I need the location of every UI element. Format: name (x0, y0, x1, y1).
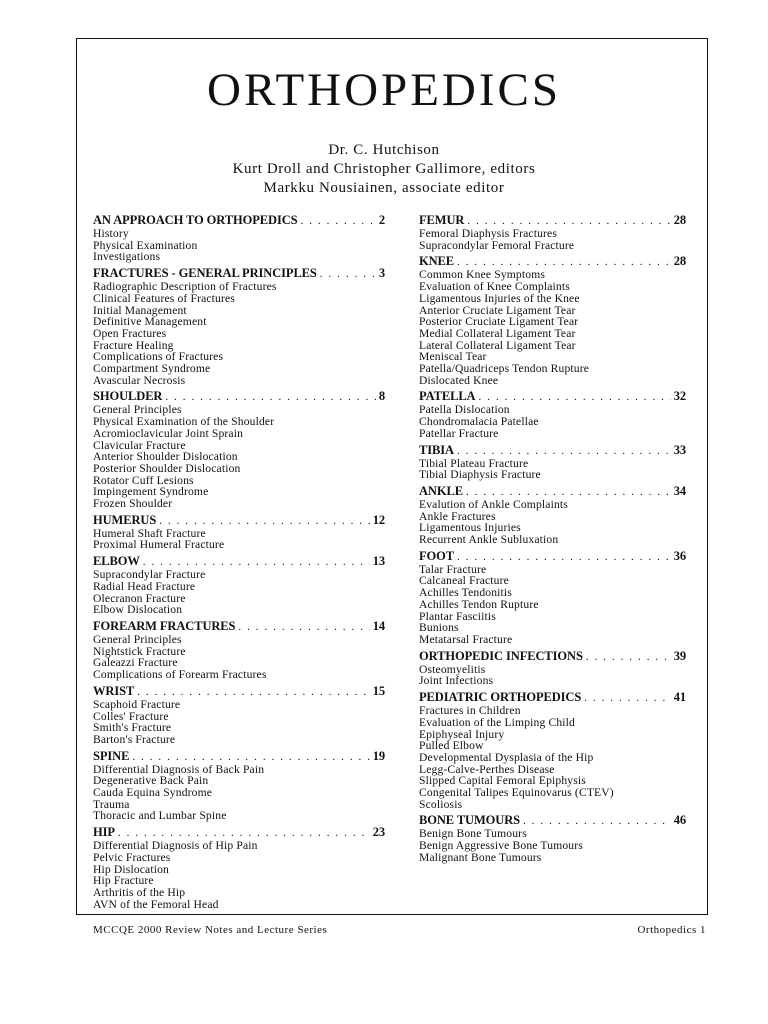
section-page-number: 23 (372, 825, 385, 840)
toc-section-heading (93, 750, 385, 764)
section-title: ORTHOPEDIC INFECTIONS (419, 648, 583, 663)
toc-section-heading (93, 685, 385, 699)
associate-editor-line: Markku Nousiainen, associate editor (263, 180, 505, 196)
toc-subtopic: Nightstick Fracture (93, 644, 186, 658)
toc-subtopic: Proximal Humeral Fracture (93, 538, 225, 552)
section-page-number: 14 (372, 618, 385, 633)
section-page-number: 28 (673, 213, 686, 227)
toc-subtopic: Smith's Fracture (93, 721, 172, 735)
toc-section-heading (419, 214, 686, 228)
toc-section-heading (93, 826, 385, 840)
toc-section-heading (93, 214, 385, 228)
toc-subtopic: Evalution of Ankle Complaints (419, 497, 568, 511)
toc-subtopic: Evaluation of Knee Complaints (419, 280, 570, 294)
toc-subtopic: Humeral Shaft Fracture (93, 526, 206, 540)
toc-section-heading (93, 620, 385, 634)
toc-subtopic: Elbow Dislocation (93, 603, 183, 617)
toc-subtopic: Plantar Fasciitis (419, 609, 496, 623)
toc-section-heading (419, 485, 686, 499)
toc-subtopic: Patella/Quadriceps Tendon Rupture (419, 362, 590, 376)
toc-subtopic: Bunions (419, 621, 459, 635)
toc-section-heading (419, 691, 686, 705)
dot-leader (320, 268, 376, 281)
toc-section (419, 255, 686, 386)
section-title: HIP (93, 825, 115, 840)
toc-subtopic: Talar Fracture (419, 562, 487, 576)
section-page-number: 19 (372, 748, 385, 763)
toc-subtopic: Evaluation of the Limping Child (419, 715, 575, 729)
toc-section (93, 555, 385, 616)
toc-section (93, 620, 385, 681)
toc-subtopic: Epiphyseal Injury (419, 727, 505, 741)
toc-subtopic: Complications of Forearm Fractures (93, 668, 267, 682)
section-title: PATELLA (419, 389, 476, 404)
toc-subtopic: Olecranon Fracture (93, 591, 186, 605)
toc-subtopic: Legg-Calve-Perthes Disease (419, 762, 555, 776)
toc-subtopic: History (93, 227, 129, 240)
toc-subtopic: Fractures in Children (419, 704, 521, 718)
dot-leader (238, 621, 369, 634)
toc-subtopic: Thoracic and Lumbar Spine (93, 809, 227, 823)
toc-section (419, 814, 686, 863)
toc-section (93, 514, 385, 551)
toc-subtopic: Barton's Fracture (93, 732, 176, 746)
toc-subtopic: Initial Management (93, 303, 187, 317)
toc-subtopic: Tibial Diaphysis Fracture (419, 468, 541, 482)
toc-section (93, 267, 385, 386)
toc-subtopic: Meniscal Tear (419, 350, 487, 364)
dot-leader (584, 692, 671, 705)
toc-subtopic: Ankle Fractures (419, 509, 496, 523)
toc-subtopic: Recurrent Ankle Subluxation (419, 533, 559, 547)
toc-subtopic: Colles' Fracture (93, 709, 169, 723)
toc-subtopic: Benign Aggressive Bone Tumours (419, 839, 583, 853)
toc-section (419, 390, 686, 439)
toc-subtopic: Complications of Fractures (93, 350, 224, 364)
dot-leader (132, 751, 369, 764)
toc-subtopic: Avascular Necrosis (93, 373, 186, 387)
section-page-number: 8 (378, 389, 385, 404)
toc-subtopic: Hip Fracture (93, 874, 154, 888)
toc-section (93, 214, 385, 263)
toc-subtopic: Acromioclavicular Joint Sprain (93, 426, 244, 440)
footer-series: MCCQE 2000 Review Notes and Lecture Series (93, 924, 328, 936)
toc-section-heading (419, 444, 686, 458)
toc-subtopic: Metatarsal Fracture (419, 632, 513, 646)
toc-subtopic: Radiographic Description of Fractures (93, 280, 277, 294)
toc-section-heading (419, 550, 686, 564)
toc-subtopic: Ligamentous Injuries (419, 521, 521, 535)
toc-subtopic: Patella Dislocation (419, 403, 510, 417)
toc-subtopic: Common Knee Symptoms (419, 268, 546, 282)
toc-subtopic: Physical Examination (93, 238, 198, 252)
document-title: ORTHOPEDICS (207, 64, 561, 116)
section-title: BONE TUMOURS (419, 813, 521, 828)
toc-subtopic: Lateral Collateral Ligament Tear (419, 338, 576, 352)
section-title: FEMUR (419, 213, 465, 227)
toc-subtopic: Rotator Cuff Lesions (93, 473, 194, 487)
dot-leader (586, 651, 671, 664)
footer-page-label: Orthopedics 1 (637, 924, 706, 936)
toc-subtopic: Clinical Features of Fractures (93, 291, 235, 305)
toc-subtopic: General Principles (93, 403, 182, 417)
section-title: SPINE (93, 748, 130, 763)
toc-subtopic: Ligamentous Injuries of the Knee (419, 291, 580, 305)
toc-section-heading (419, 650, 686, 664)
toc-subtopic: General Principles (93, 632, 182, 646)
section-page-number: 12 (372, 512, 385, 527)
toc-subtopic: Achilles Tendon Rupture (419, 597, 539, 611)
section-title: PEDIATRIC ORTHOPEDICS (419, 690, 582, 705)
toc-subtopic: Femoral Diaphysis Fractures (419, 227, 557, 240)
dot-leader (457, 551, 671, 564)
editors-line: Kurt Droll and Christopher Gallimore, editors (232, 161, 536, 177)
section-title: FOREARM FRACTURES (93, 618, 236, 633)
section-page-number: 34 (673, 483, 686, 498)
section-title: WRIST (93, 683, 135, 698)
toc-section-heading (419, 390, 686, 404)
section-page-number: 39 (673, 648, 686, 663)
toc-subtopic: Cauda Equina Syndrome (93, 786, 213, 800)
toc-subtopic: Galeazzi Fracture (93, 656, 178, 670)
section-title: FRACTURES - GENERAL PRINCIPLES (93, 266, 317, 281)
toc-subtopic: Tibial Plateau Fracture (419, 456, 529, 470)
toc-section (93, 390, 385, 509)
toc-section (419, 444, 686, 481)
section-page-number: 33 (673, 442, 686, 457)
toc-subtopic: Posterior Shoulder Dislocation (93, 461, 241, 475)
section-title: KNEE (419, 254, 455, 269)
toc-subtopic: Chondromalacia Patellae (419, 415, 539, 429)
dot-leader (523, 815, 671, 828)
toc-subtopic: Dislocated Knee (419, 373, 499, 387)
toc-subtopic: Posterior Cruciate Ligament Tear (419, 315, 579, 329)
toc-subtopic: Congenital Talipes Equinovarus (CTEV) (419, 786, 614, 800)
toc-subtopic: Supracondylar Femoral Fracture (419, 238, 575, 252)
section-page-number: 36 (673, 548, 686, 563)
toc-subtopic: Joint Infections (419, 674, 494, 688)
toc-subtopic: Benign Bone Tumours (419, 827, 527, 841)
section-title: ANKLE (419, 483, 463, 498)
toc-subtopic: Fracture Healing (93, 338, 174, 352)
section-page-number: 13 (372, 554, 385, 569)
section-title: HUMERUS (93, 512, 157, 527)
toc-subtopic: Frozen Shoulder (93, 497, 173, 511)
section-page-number: 32 (673, 389, 686, 404)
dot-leader (137, 686, 370, 699)
author-line: Dr. C. Hutchison (328, 142, 440, 158)
toc-subtopic: Hip Dislocation (93, 862, 169, 876)
toc-subtopic: Scoliosis (419, 797, 463, 811)
toc-subtopic: Achilles Tendonitis (419, 586, 512, 600)
toc-left-column (93, 214, 385, 914)
toc-section (419, 550, 686, 646)
toc-subtopic: Anterior Cruciate Ligament Tear (419, 303, 576, 317)
section-title: FOOT (419, 548, 455, 563)
toc-subtopic: AVN of the Femoral Head (93, 897, 219, 911)
toc-subtopic: Definitive Management (93, 315, 207, 329)
toc-section-heading (93, 514, 385, 528)
toc-subtopic: Radial Head Fracture (93, 579, 196, 593)
dot-leader (466, 486, 671, 499)
toc-subtopic: Developmental Dysplasia of the Hip (419, 750, 594, 764)
toc-subtopic: Scaphoid Fracture (93, 697, 181, 711)
dot-leader (301, 215, 376, 228)
section-title: AN APPROACH TO ORTHOPEDICS (93, 213, 298, 227)
section-title: SHOULDER (93, 389, 163, 404)
toc-section-heading (93, 390, 385, 404)
toc-subtopic: Open Fractures (93, 326, 167, 340)
toc-section (419, 485, 686, 546)
toc-subtopic: Clavicular Fracture (93, 438, 186, 452)
toc-subtopic: Calcaneal Fracture (419, 574, 509, 588)
section-title: TIBIA (419, 442, 454, 457)
toc-subtopic: Pulled Elbow (419, 739, 484, 753)
toc-section (93, 750, 385, 823)
dot-leader (457, 445, 671, 458)
toc-subtopic: Impingement Syndrome (93, 485, 209, 499)
toc-subtopic: Physical Examination of the Shoulder (93, 415, 275, 429)
toc-subtopic: Supracondylar Fracture (93, 568, 206, 582)
toc-section-heading (93, 267, 385, 281)
toc-subtopic: Patellar Fracture (419, 426, 499, 440)
toc-subtopic: Trauma (93, 797, 130, 811)
toc-subtopic: Degenerative Back Pain (93, 774, 209, 788)
toc-section (93, 685, 385, 746)
toc-section (93, 826, 385, 910)
toc-subtopic: Osteomyelitis (419, 662, 486, 676)
toc-section (419, 650, 686, 687)
section-page-number: 46 (673, 813, 686, 828)
toc-section-heading (419, 814, 686, 828)
toc-right-column (419, 214, 686, 868)
toc-subtopic: Differential Diagnosis of Back Pain (93, 762, 265, 776)
section-page-number: 3 (378, 266, 385, 281)
toc-subtopic: Slipped Capital Femoral Epiphysis (419, 774, 586, 788)
toc-section (419, 691, 686, 810)
toc-subtopic: Malignant Bone Tumours (419, 850, 542, 864)
section-page-number: 15 (372, 683, 385, 698)
toc-subtopic: Investigations (93, 250, 161, 264)
toc-subtopic: Pelvic Fractures (93, 850, 171, 864)
toc-section-heading (419, 255, 686, 269)
author-block (0, 141, 768, 198)
toc-subtopic: Differential Diagnosis of Hip Pain (93, 839, 258, 853)
dot-leader (165, 391, 375, 404)
toc-subtopic: Arthritis of the Hip (93, 885, 186, 899)
dot-leader (159, 515, 369, 528)
toc-subtopic: Anterior Shoulder Dislocation (93, 450, 238, 464)
toc-section (419, 214, 686, 251)
section-page-number: 2 (378, 213, 385, 227)
section-page-number: 28 (673, 254, 686, 269)
toc-subtopic: Compartment Syndrome (93, 362, 211, 376)
section-title: ELBOW (93, 554, 140, 569)
toc-section-heading (93, 555, 385, 569)
section-page-number: 41 (673, 690, 686, 705)
toc-subtopic: Medial Collateral Ligament Tear (419, 326, 576, 340)
